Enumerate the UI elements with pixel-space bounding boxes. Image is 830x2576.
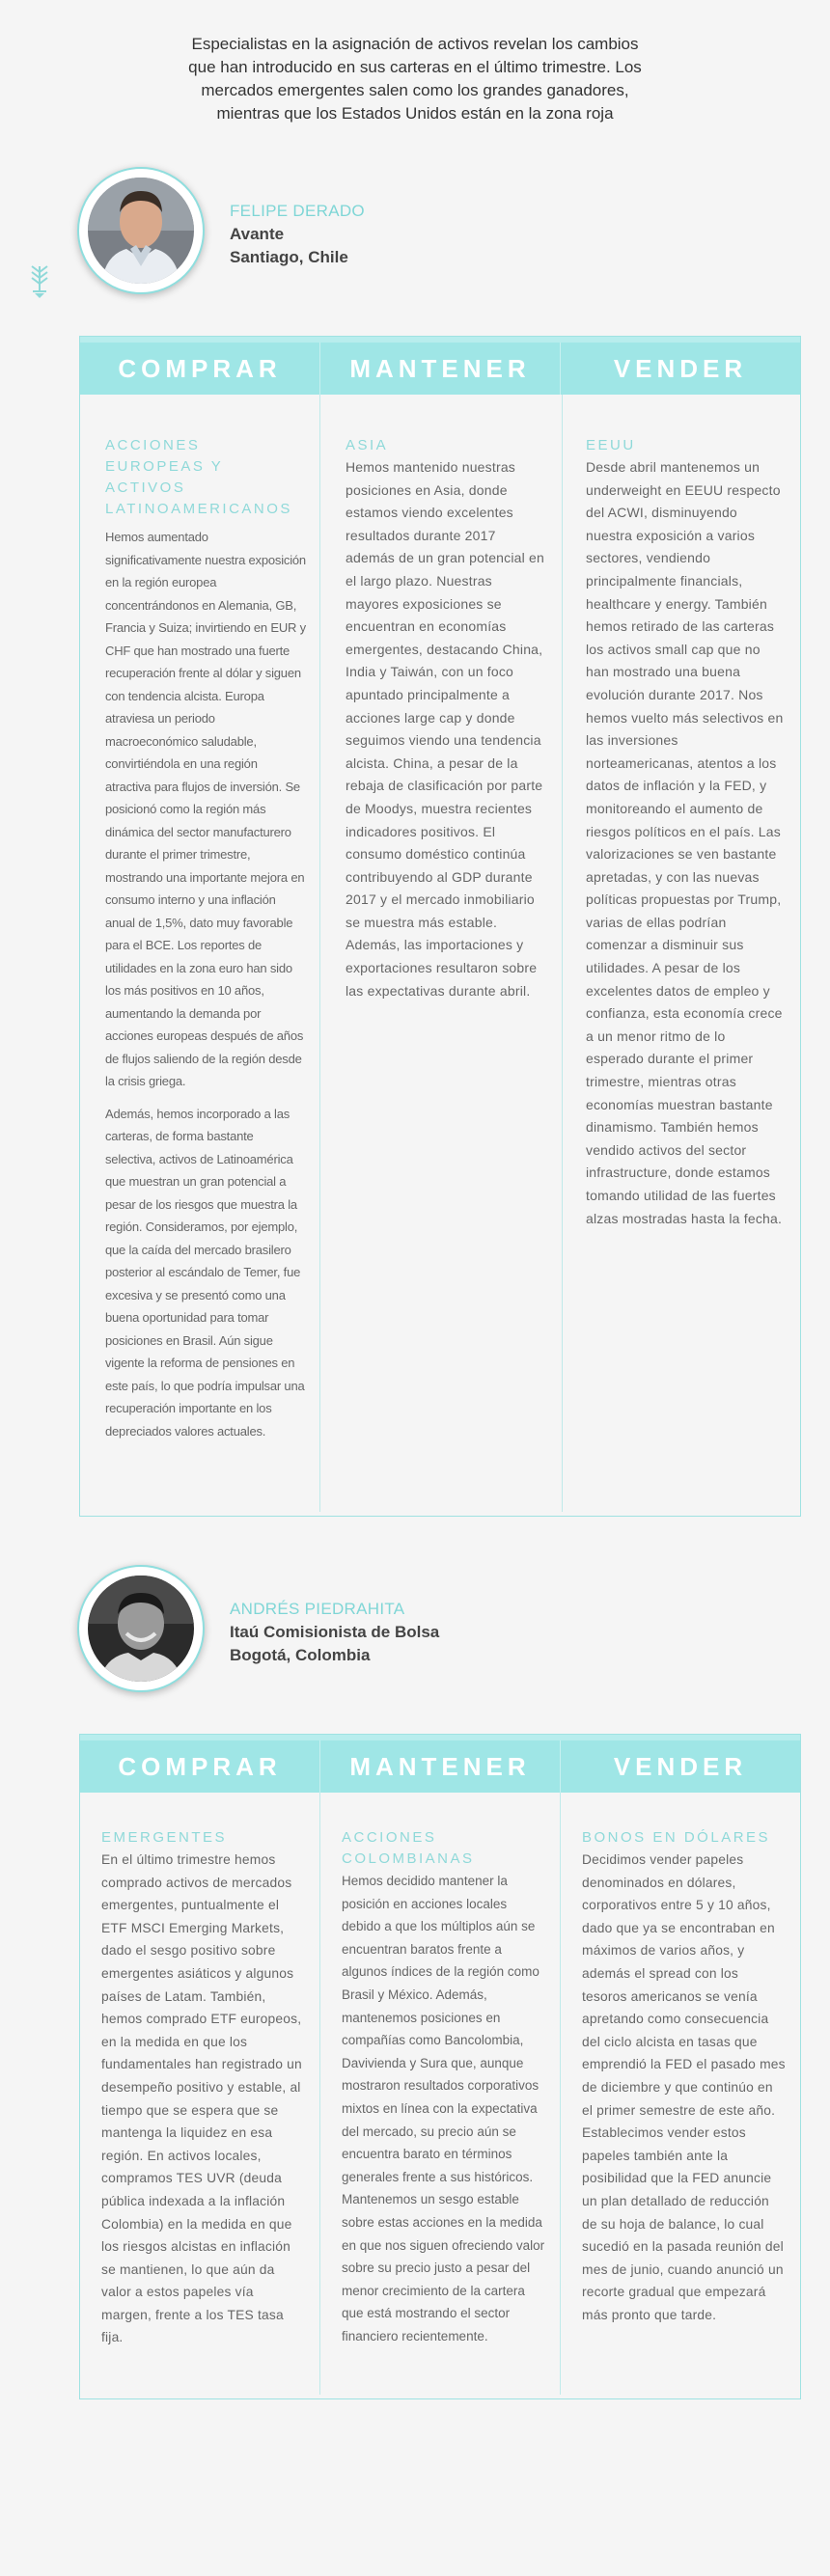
portrait-photo (88, 1576, 194, 1682)
table-header (80, 337, 800, 395)
buy-title: ACCIONES EUROPEAS Y ACTIVOS LATINOAMERICANOS (105, 437, 292, 517)
sell-title: EEUU (586, 437, 636, 453)
sell-column (561, 1793, 800, 2395)
portrait-photo (88, 178, 194, 284)
expert-city: Santiago, Chile (230, 248, 348, 266)
hold-column (320, 395, 563, 1512)
buy-text-2: Además, hemos incorporado a las carteras, de forma bastante selectiva, activos de Latinoamérica que muestran un gran potencial a pesar de los riesgos que muestra la región. Consideramos, por ejemplo, que la caída del mercado brasilero posterior al escándalo de Temer, fue excesiva y se presentó como una buena oportunidad para tomar posiciones en Brasil. Aún sigue vigente la reforma de pensiones en este país, lo que podría impulsar una recuperación importante en los depreciados valores actuales. (105, 1106, 305, 1439)
sell-text: Desde abril mantenemos un underweight en EEUU respecto del ACWI, disminuyendo nuestra exposición a varios sectores, vendiendo principalmente financials, healthcare y energy. También hemos retirado de las carteras los activos small cap que no han mostrado una buena evolución durante 2017. Nos hemos vuelto más selectivos en las inversiones norteamericanas, atentos a los datos de inflación y la FED, y monitoreando el aumento de riesgos políticos en el país. Las valorizaciones se ven bastante apretadas, y con las nuevas políticas propuestas por Trump, varias de ellas podrían comenzar a disminuir sus utilidades. A pesar de los excelentes datos de empleo y confianza, esta economía crece a un menor ritmo de lo esperado durante el primer trimestre, mientras otras economías muestran bastante dinamismo. También hemos vendido activos del sector infrastructure, donde estamos tomando utilidad de las fuertes alzas mostradas hasta la fecha. (586, 459, 784, 1226)
header-buy: COMPRAR (80, 343, 320, 395)
expert-avatar (77, 1565, 205, 1692)
expert-firm: Itaú Comisionista de Bolsa (230, 1623, 440, 1641)
buy-column (80, 395, 320, 1512)
expert-avatar (77, 167, 205, 294)
buy-text: En el último trimestre hemos comprado activos de mercados emergentes, puntualmente el ETF MSCI Emerging Markets, dado el sesgo positivo sobre emergentes asiáticos y algunos países de Latam. También, hemos comprado ETF europeos, en la medida en que los fundamentales han registrado un desempeño positivo y estable, al tiempo que se espera que se mantenga la liquidez en esa región. En activos locales, compramos TES UVR (deuda pública indexada a la inflación Colombia) en la medida en que los riesgos alcistas en inflación se mantienen, lo que aún da valor a estos papeles vía margen, frente a los TES tasa fija. (101, 1852, 302, 2345)
hold-title: ASIA (346, 437, 389, 453)
table-header (80, 1735, 800, 1793)
allocation-table-1 (79, 336, 801, 1517)
header-hold: MANTENER (320, 1740, 561, 1793)
header-sell: VENDER (613, 353, 748, 383)
expert-card-2 (77, 1565, 753, 1700)
header-sell: VENDER (613, 1751, 748, 1781)
hold-title: ACCIONES COLOMBIANAS (342, 1829, 475, 1867)
hold-text: Hemos decidido mantener la posición en acciones locales debido a que los múltiplos aún se encuentran baratos frente a algunos índices de la región como Brasil y México. Además, mantenemos posiciones en compañías como Bancolombia, Davivienda y Sura que, aunque mostraron resultados corporativos mixtos en línea con la expectativa del mercado, su precio aún se encuentra barato en términos generales frente a sus históricos. Mantenemos un sesgo estable sobre estas acciones en la medida en que nos siguen ofreciendo valor sobre su precio justo a pesar del menor crecimiento de la cartera que está mostrando el sector financiero recientemente. (342, 1874, 545, 2343)
sell-title: BONOS EN DÓLARES (582, 1829, 771, 1846)
expert-firm: Avante (230, 225, 285, 243)
header-buy: COMPRAR (80, 1740, 320, 1793)
buy-text: Hemos aumentado significativamente nuestra exposición en la región europea concentrándonos en Alemania, GB, Francia y Suiza; invirtiendo en EUR y CHF que han mostrado una fuerte recuperación frente al dólar y siguen con tendencia alcista. Europa atraviesa un periodo macroeconómico saludable, convirtiéndola en una región atractiva para flujos de inversión. Se posicionó como la región más dinámica del sector manufacturero durante el primer trimestre, mostrando una importante mejora en consumo interno y una inflación anual de 1,5%, dato muy favorable para el BCE. Los reportes de utilidades en la zona euro han sido los más positivos en 10 años, aumentando la demanda por acciones europeas después de años de flujos saliendo de la región desde la crisis griega. (105, 530, 306, 1088)
sell-column (563, 395, 800, 1512)
header-hold: MANTENER (320, 343, 561, 395)
expert-card-1 (77, 167, 753, 302)
buy-column (80, 1793, 320, 2395)
allocation-table-2 (79, 1734, 801, 2399)
wheat-arrow-icon (29, 262, 50, 304)
buy-title: EMERGENTES (101, 1829, 228, 1846)
expert-city: Bogotá, Colombia (230, 1646, 371, 1664)
intro-text: Especialistas en la asignación de activos revelan los cambios que han introducido en sus carteras en el último trimestre. Los mercados emergentes salen como los grandes ganadores, mientras que los Estados Unidos están en la zona roja (188, 35, 642, 123)
expert-name: FELIPE DERADO (230, 202, 365, 220)
expert-name: ANDRÉS PIEDRAHITA (230, 1600, 405, 1618)
hold-column (320, 1793, 561, 2395)
sell-text: Decidimos vender papeles denominados en dólares, corporativos entre 5 y 10 años, dado que ya se encontraban en máximos de varios años, y además el spread con los tesoros americanos se venía apretando como consecuencia del ciclo alcista en tasas que emprendió la FED el pasado mes de diciembre y que continúo en el primer semestre de este año. Establecimos vender estos papeles también ante la posibilidad que la FED anuncie un plan detallado de reducción de su hoja de balance, lo cual sucedió en la pasada reunión del mes de junio, cuando anunció un recorte gradual que empezará más pronto que tarde. (582, 1852, 786, 2322)
hold-text: Hemos mantenido nuestras posiciones en Asia, donde estamos viendo excelentes resultados durante 2017 además de un gran potencial en el largo plazo. Nuestras mayores exposiciones se encuentran en economías emergentes, destacando China, India y Taiwán, con un foco apuntado principalmente a acciones large cap y donde seguimos viendo una tendencia alcista. China, a pesar de la rebaja de clasificación por parte de Moodys, muestra recientes indicadores positivos. El consumo doméstico continúa contribuyendo al GDP durante 2017 y el mercado inmobiliario se muestra más estable. Además, las importaciones y exportaciones resultaron sobre las expectativas durante abril. (346, 459, 545, 999)
